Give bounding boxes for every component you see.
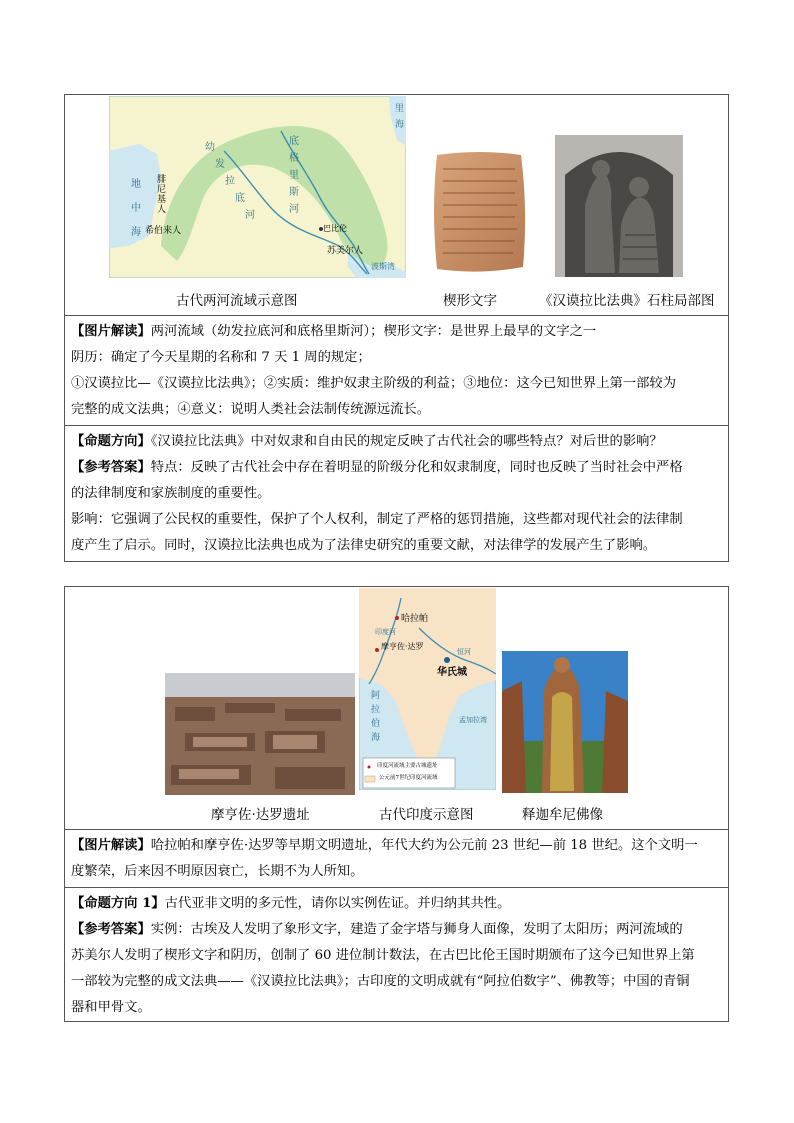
image-row xyxy=(65,587,728,830)
map-label-mohenjo: 摩亨佐·达罗 xyxy=(381,642,424,651)
answer-line: 器和甲骨文。 xyxy=(71,1000,151,1015)
answer-line: 影响：它强调了公民权的重要性，保护了个人权利，制定了严格的惩罚措施，这些都对现代社会的法律制 xyxy=(71,512,683,527)
question-answer-section xyxy=(65,888,728,1023)
reading-label: 【图片解读】 xyxy=(71,838,151,853)
map-label-sumerian: 苏美尔人 xyxy=(327,246,364,256)
map-label-caspian: 里 海 xyxy=(395,104,405,130)
answer-line: 一部较为完整的成文法典——《汉谟拉比法典》；古印度的文明成就有“阿拉伯数字”、佛教等；中国的青铜 xyxy=(71,974,690,989)
question-answer-section xyxy=(65,426,728,561)
answer-line: 的法律制度和家族制度的重要性。 xyxy=(71,486,271,501)
question-line: 【命题方向】《汉谟拉比法典》中对奴隶和自由民的规定反映了古代社会的哪些特点？对后世的影响？ xyxy=(71,434,663,449)
map-label-bengal: 孟加拉湾 xyxy=(459,716,487,724)
caption-cuneiform: 楔形文字 xyxy=(443,293,497,309)
map-legend-1: 印度河流域主要古城遗址 xyxy=(377,763,438,769)
mohenjo-daro-ruins-image xyxy=(165,673,355,795)
caption-india-map: 古代印度示意图 xyxy=(379,807,474,823)
map-label-tigris: 底 格 里 斯 河 xyxy=(289,136,299,215)
reading-line: 【图片解读】哈拉帕和摩亨佐·达罗等早期文明遗址，年代大约为公元前 23 世纪—前 18 世纪。这个文明一 xyxy=(71,838,698,853)
ancient-india-section xyxy=(64,586,729,1022)
map-label-phoenician: 腓 尼 基 人 xyxy=(157,175,167,215)
image-row xyxy=(65,95,728,316)
mesopotamia-section xyxy=(64,94,729,562)
answer-line: 【参考答案】特点：反映了古代社会中存在着明显的阶级分化和奴隶制度，同时也反映了当时社会中严格 xyxy=(71,460,683,475)
reading-line: 阴历：确定了今天星期的名称和 7 天 1 周的规定； xyxy=(71,350,371,365)
caption-ruins: 摩亨佐·达罗遗址 xyxy=(211,807,310,823)
hammurabi-stele-image xyxy=(555,135,683,277)
answer-label: 【参考答案】 xyxy=(71,922,151,937)
map-label-euphrates: 幼 发 拉 底 河 xyxy=(205,142,255,221)
buddha-statue-image xyxy=(502,651,628,793)
map-label-babylon: 巴比伦 xyxy=(323,224,347,233)
cuneiform-tablet-image xyxy=(431,149,528,275)
reading-line: ①汉谟拉比—《汉谟拉比法典》；②实质：维护奴隶主阶级的利益；③地位：这今已知世界上第一部较为 xyxy=(71,376,677,391)
map-label-gulf: 波斯湾 xyxy=(371,262,395,271)
question-label: 【命题方向 1】 xyxy=(71,896,165,911)
map-label-huashi: 华氏城 xyxy=(437,667,467,678)
map-label-harappa: 哈拉帕 xyxy=(401,614,429,624)
question-line: 【命题方向 1】古代亚非文明的多元性，请你以实例佐证。并归纳其共性。 xyxy=(71,896,511,911)
map-label-ganges: 恒河 xyxy=(457,648,471,656)
reading-line: 【图片解读】两河流域（幼发拉底河和底格里斯河）；楔形文字：是世界上最早的文字之一 xyxy=(71,324,597,339)
answer-line: 度产生了启示。同时，汉谟拉比法典也成为了法律史研究的重要文献，对法律学的发展产生了影响。 xyxy=(71,538,657,553)
answer-label: 【参考答案】 xyxy=(71,460,151,475)
map-label-indus: 印度河 xyxy=(375,628,396,636)
map-label-sea-left: 地 中 海 xyxy=(131,179,141,238)
answer-line: 【参考答案】实例：古埃及人发明了象形文字，建造了金字塔与狮身人面像，发明了太阳历；两河流域的 xyxy=(71,922,683,937)
map-label-hebrew: 希伯来人 xyxy=(145,226,182,236)
question-label: 【命题方向】 xyxy=(71,434,151,449)
caption-mesopotamia-map: 古代两河流域示意图 xyxy=(176,293,298,309)
picture-reading-section xyxy=(65,316,728,426)
caption-stele: 《汉谟拉比法典》石柱局部图 xyxy=(539,293,715,309)
map-legend-2: 公元前7世纪印度河流域 xyxy=(379,775,438,781)
reading-line: 度繁荣，后来因不明原因衰亡，长期不为人所知。 xyxy=(71,864,364,879)
caption-buddha: 释迦牟尼佛像 xyxy=(522,807,603,823)
map-label-arabian-sea: 阿 拉 伯 海 xyxy=(371,691,381,743)
picture-reading-section xyxy=(65,830,728,888)
reading-line: 完整的成文法典；④意义：说明人类社会法制传统源远流长。 xyxy=(71,402,431,417)
answer-line: 苏美尔人发明了楔形文字和阴历，创制了 60 进位制计数法，在古巴比伦王国时期颁布了这今已知世界上第 xyxy=(71,948,695,963)
reading-label: 【图片解读】 xyxy=(71,324,151,339)
